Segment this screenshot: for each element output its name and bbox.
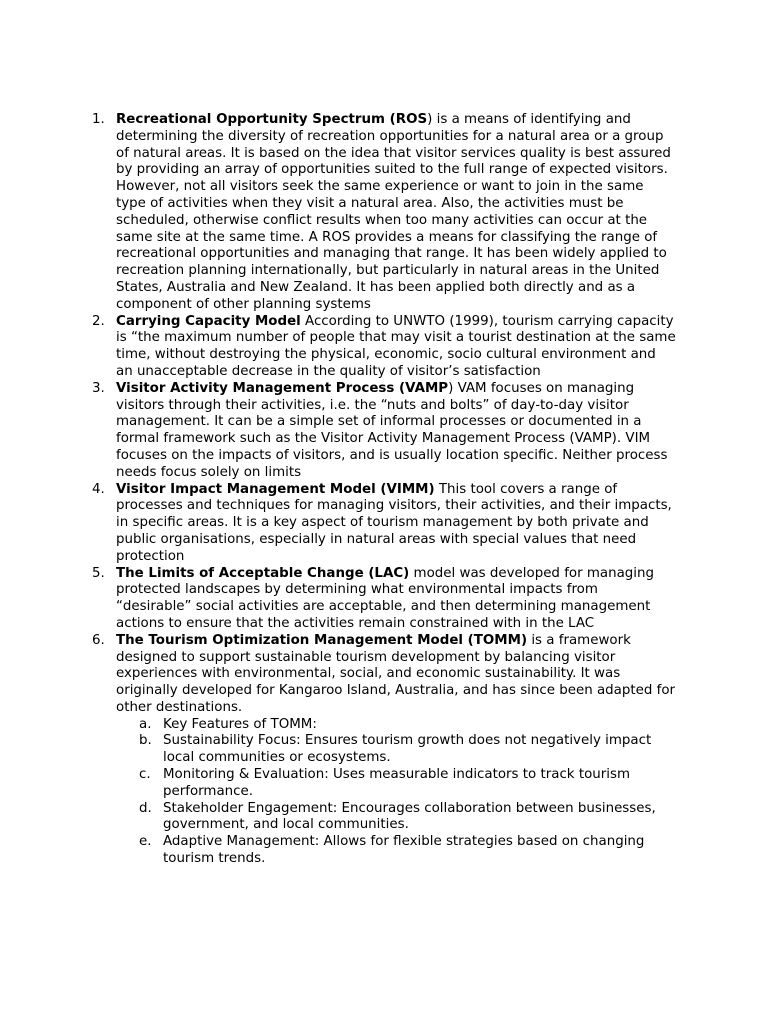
list-item [0, 381, 768, 482]
sub-list-item [116, 767, 676, 801]
list-number: 1. [92, 112, 105, 127]
list-item-text: is a framework designed to support sustainable tourism development by balancing visitor experiences with environmental, social, and economic sustainability. It was originally developed for Kangaroo Island, Australia, and has since been adapted for other destinations. [116, 632, 676, 715]
numbered-list [0, 112, 768, 868]
list-item-term: The Limits of Acceptable Change (LAC) [116, 565, 410, 581]
sub-list-letter: d. [139, 800, 152, 816]
sub-list-item [116, 717, 676, 734]
list-item [0, 566, 768, 633]
list-item-term: The Tourism Optimization Management Model (TOMM) [116, 632, 528, 648]
list-item-text: According to UNWTO (1999), tourism carrying capacity is “the maximum number of people that may visit a tourist destination at the same time, without destroying the physical, economic, socio cultural environment and an unacceptable decrease in the quality of visitor’s satisfaction [116, 313, 676, 379]
sub-list-letter: b. [139, 733, 152, 749]
list-item-text: This tool covers a range of processes and techniques for managing visitors, their activities, and their impacts, in specific areas. It is a key aspect of tourism management by both private and public organisations, especially in natural areas with special values that need protection [116, 481, 672, 564]
list-number: 6. [92, 632, 105, 648]
sub-list-item-text: Key Features of TOMM: [163, 716, 317, 732]
list-item-term: Visitor Activity Management Process (VAMP [116, 380, 449, 396]
list-item [0, 482, 768, 566]
document-page [0, 112, 768, 868]
sub-list-item-text: Stakeholder Engagement: Encourages collaboration between businesses, government, and local communities. [163, 800, 656, 833]
list-item [0, 112, 768, 314]
sub-list-letter: c. [139, 767, 151, 783]
sub-list-item [116, 733, 676, 767]
sub-list-item-text: Sustainability Focus: Ensures tourism growth does not negatively impact local communities or ecosystems. [163, 733, 652, 766]
sub-list-item-text: Adaptive Management: Allows for flexible strategies based on changing tourism trends. [163, 834, 645, 867]
list-item [0, 633, 768, 868]
list-number: 4. [92, 481, 105, 497]
list-item-term: Visitor Impact Management Model (VIMM) [116, 481, 435, 497]
list-item-term: Carrying Capacity Model [116, 313, 301, 329]
sub-list-letter: a. [139, 716, 152, 732]
sub-list-item [116, 801, 676, 835]
list-number: 5. [92, 565, 105, 581]
list-number: 3. [92, 380, 105, 396]
list-item-term: Recreational Opportunity Spectrum (ROS [116, 112, 428, 127]
sub-list-item-text: Monitoring & Evaluation: Uses measurable indicators to track tourism performance. [163, 767, 630, 799]
list-item [0, 314, 768, 381]
list-number: 2. [92, 313, 105, 329]
list-item-text: ) VAM focuses on managing visitors through their activities, i.e. the “nuts and bolts” of day-to-day visitor management. It can be a simple set of informal processes or documented in a formal framework such as the Visitor Activity Management Process (VAMP). VIM focuses on the impacts of visitors, and is usually location specific. Neither process needs focus solely on limits [116, 380, 668, 480]
sub-list-item [116, 834, 676, 868]
sub-list [116, 717, 676, 868]
list-item-text: ) is a means of identifying and determining the diversity of recreation opportunities for a natural area or a group of natural areas. It is based on the idea that visitor services quality is best assured by providing an array of opportunities suited to the full range of expected visitors. However, not all visitors seek the same experience or want to join in the same type of activities when they visit a natural area. Also, the activities must be scheduled, otherwise conflict results when too many activities can occur at the same site at the same time. A ROS provides a means for classifying the range of recreational opportunities and managing that range. It has been widely applied to recreation planning internationally, but particularly in natural areas in the United States, Australia and New Zealand. It has been applied both directly and as a component of other planning systems [116, 112, 671, 312]
sub-list-letter: e. [139, 834, 152, 850]
list-item-text: model was developed for managing protected landscapes by determining what environmental impacts from “desirable” social activities are acceptable, and then determining management actions to ensure that the activities remain constrained with in the LAC [116, 565, 655, 631]
